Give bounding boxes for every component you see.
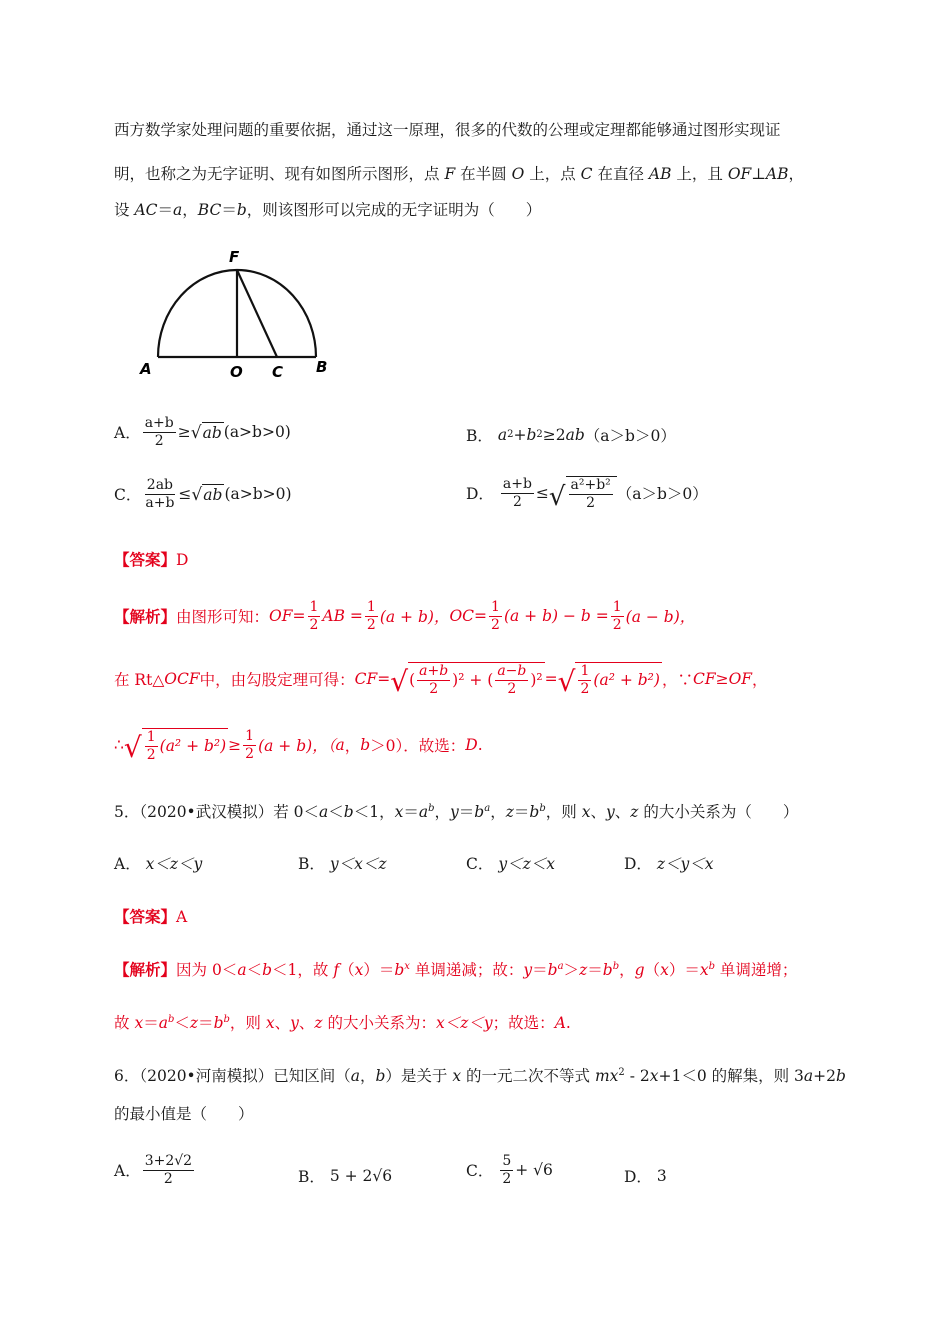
ge-symbol: ≥ xyxy=(177,423,191,442)
text: ＝ xyxy=(532,961,548,979)
sqrt: √ $\frac{\text{a²+b²}}{2}$ xyxy=(549,476,617,510)
fraction xyxy=(495,664,528,696)
var-a: a xyxy=(418,803,429,821)
var-b: b xyxy=(836,1067,846,1085)
text: 中，由勾股定理可得： xyxy=(199,671,355,690)
text: 的大小关系为（ ） xyxy=(638,803,799,821)
text: (a² + b²) xyxy=(593,671,660,690)
text: （ xyxy=(644,961,661,979)
var-ab: ab xyxy=(565,426,585,444)
label-b: B xyxy=(316,358,328,376)
var-y: y xyxy=(523,961,533,979)
radicand: ab xyxy=(202,424,222,443)
var-g: g xyxy=(634,961,645,979)
q4-option-d xyxy=(466,476,708,513)
q6-option-b xyxy=(298,1165,392,1187)
text: 单调递增； xyxy=(714,961,798,979)
half-fraction xyxy=(578,664,591,696)
text: 单调递减；故： xyxy=(409,961,524,979)
var-b: b xyxy=(529,803,540,821)
exponent: b xyxy=(708,961,715,972)
half-fraction xyxy=(365,600,378,632)
text: 的一元二次不等式 xyxy=(461,1067,595,1085)
var-x: x xyxy=(354,961,364,979)
numerator: 1 xyxy=(491,599,500,615)
plus: + xyxy=(513,426,527,444)
numerator: 1 xyxy=(580,663,590,679)
half-fraction xyxy=(145,730,158,762)
intro-text: 上，且 xyxy=(671,165,728,183)
var-a: a xyxy=(497,426,508,444)
text: ＝ xyxy=(513,803,530,821)
text: ＜ xyxy=(328,803,344,821)
text: ， xyxy=(344,737,361,756)
text: ‐ 2 xyxy=(624,1067,650,1085)
label-a: A xyxy=(140,360,152,378)
q4-option-b: B． a 2 + b 2 ≥2 ab （a＞b＞0） xyxy=(466,426,676,445)
var-f: F xyxy=(444,165,456,183)
text: ， xyxy=(434,803,451,821)
var-o: O xyxy=(511,165,525,183)
text: . xyxy=(477,736,483,755)
var-mx: mx xyxy=(594,1067,619,1085)
segment-fc xyxy=(237,270,277,357)
text: (a² + b²) xyxy=(159,737,227,756)
var-a: a xyxy=(158,1014,168,1032)
exponent: b xyxy=(428,803,435,814)
text: ＜1， xyxy=(353,803,395,821)
var-x: x xyxy=(452,1067,462,1085)
text: （ xyxy=(339,961,355,979)
answer-tag: 【答案】 xyxy=(114,550,177,569)
option-text: x＜z＜y xyxy=(145,855,203,873)
text: +1＜0 的解集，则 3 xyxy=(658,1067,804,1085)
intro-text: 在直径 xyxy=(592,165,649,183)
option-text: + √6 xyxy=(515,1161,553,1180)
semicircle-figure xyxy=(136,244,336,384)
text: ≥2 xyxy=(542,426,566,444)
var-y: y xyxy=(290,1014,299,1032)
condition: (a>b>0) xyxy=(223,423,291,442)
sqrt: √ ( $\frac{a+b}{2}$ )² + ( $\frac{a-b}{2}$ )² xyxy=(390,663,543,699)
denominator: 2 xyxy=(154,432,164,449)
text: ）＝ xyxy=(668,961,700,979)
option-letter: A． xyxy=(114,855,141,873)
text: (a + b)，（ xyxy=(258,737,336,756)
q5-option-b xyxy=(298,852,387,874)
denominator: 2 xyxy=(502,1170,512,1187)
sqrt: √ ab xyxy=(190,423,222,444)
var-ab: AB xyxy=(648,165,672,183)
option-text: 3 xyxy=(656,1167,667,1185)
condition: （a＞b＞0） xyxy=(584,427,676,445)
var-z: z xyxy=(579,961,588,979)
numerator: a+b xyxy=(502,476,532,492)
q6-option-c xyxy=(466,1154,553,1186)
perp-symbol: ⊥ xyxy=(751,165,766,183)
var-x: x xyxy=(134,1014,144,1032)
fraction xyxy=(500,1154,513,1186)
q5-option-a xyxy=(114,852,202,874)
answer-value: A xyxy=(554,1014,566,1032)
denominator: 2 xyxy=(429,680,439,697)
denominator: 2 xyxy=(507,680,517,697)
option-letter: C． xyxy=(466,1162,494,1181)
text: AB = xyxy=(322,607,363,626)
text: )² + ( xyxy=(452,671,494,690)
intro-text: 设 xyxy=(114,201,135,219)
text: ( xyxy=(409,671,416,690)
text: 由图形可知： xyxy=(176,608,270,627)
q4-option-c xyxy=(114,478,292,510)
intro-text: ，则该图形可以完成的无字证明为（ ） xyxy=(246,201,542,219)
var-b: b xyxy=(360,736,371,755)
label-f: F xyxy=(229,248,240,266)
text: ， xyxy=(359,1067,376,1085)
text: 的大小关系为： xyxy=(322,1014,436,1032)
numerator: 2ab xyxy=(146,477,173,493)
var-of: OF xyxy=(727,165,752,183)
intro-text: ， xyxy=(182,201,198,219)
text: 、 xyxy=(274,1014,291,1032)
text: = xyxy=(474,607,488,626)
option-text: 5 + 2√6 xyxy=(329,1167,393,1185)
text: ＝ xyxy=(458,803,475,821)
q4-analysis-line-1 xyxy=(114,600,695,632)
numerator: 1 xyxy=(309,599,319,615)
var-z: z xyxy=(505,803,514,821)
text: ＞0）．故选： xyxy=(370,737,466,756)
q6-stem-line-2: 的最小值是（ ） xyxy=(114,1105,254,1123)
text: = xyxy=(544,670,558,689)
var-z: z xyxy=(189,1014,199,1032)
text: (a + b)， xyxy=(379,608,450,627)
fraction xyxy=(417,664,450,696)
answer-tag: 【答案】 xyxy=(114,907,177,926)
text: ＝ xyxy=(198,1014,214,1032)
text: ＜1，故 xyxy=(272,961,334,979)
q5-option-d xyxy=(624,852,714,874)
text: )² xyxy=(530,671,543,690)
var-ab: AB xyxy=(765,165,789,183)
answer-value: D xyxy=(176,551,189,569)
intro-line-1: 西方数学家处理问题的重要依据，通过这一原理，很多的代数的公理或定理都能够通过图形实现证 xyxy=(114,121,781,139)
text: ）是关于 xyxy=(385,1067,453,1085)
intro-line-3 xyxy=(114,198,541,220)
answer-value: D xyxy=(465,736,478,755)
option-text: z＜y＜x xyxy=(656,855,714,873)
half-fraction xyxy=(611,600,624,632)
var-b: b xyxy=(547,961,558,979)
var-ocf: OCF xyxy=(164,670,200,689)
var-of: OF xyxy=(728,670,753,689)
radicand: ab xyxy=(203,486,223,505)
exponent: b xyxy=(223,1014,230,1025)
denominator: 2 xyxy=(146,746,156,763)
option-letter: A． xyxy=(114,1162,141,1181)
text: ＝ xyxy=(143,1014,159,1032)
text: ， xyxy=(752,671,768,690)
answer-value: A xyxy=(176,908,188,926)
var-ac: AC xyxy=(134,201,158,219)
text: 因为 0＜ xyxy=(176,961,238,979)
numerator: 5 xyxy=(502,1153,512,1169)
q6-option-a xyxy=(114,1154,196,1186)
fraction xyxy=(569,478,613,510)
text: = xyxy=(292,607,306,626)
ge-symbol: ≥ xyxy=(228,736,242,755)
var-a: a xyxy=(173,201,183,219)
q5-stem xyxy=(114,800,798,822)
text: (a − b)， xyxy=(625,608,696,627)
numerator: a+b xyxy=(419,663,449,679)
denominator: 2 xyxy=(512,493,522,510)
sqrt: √ ab xyxy=(191,485,223,506)
fraction xyxy=(501,477,534,509)
intro-text: 在半圆 xyxy=(455,165,512,183)
option-text: y＜x＜z xyxy=(329,855,387,873)
text: ；故选： xyxy=(492,1014,555,1032)
numerator: 1 xyxy=(612,599,622,615)
var-b: b xyxy=(236,201,247,219)
var-b: b xyxy=(394,961,405,979)
denominator: 2 xyxy=(586,494,596,511)
var-z: z xyxy=(314,1014,323,1032)
var-a: a xyxy=(237,961,247,979)
q5-analysis-line-1 xyxy=(114,958,797,980)
text: 故 xyxy=(114,1014,135,1032)
intro-text: 明，也称之为无字证明、现有如图所示图形，点 xyxy=(114,165,445,183)
q4-answer xyxy=(114,548,188,570)
numerator: a+b xyxy=(144,415,174,431)
denominator: 2 xyxy=(309,616,319,633)
numerator: a²+b² xyxy=(570,477,611,493)
label-o: O xyxy=(230,363,243,381)
var-x: x xyxy=(649,1067,659,1085)
text: ， xyxy=(619,961,635,979)
numerator: 3+2√2 xyxy=(144,1153,193,1169)
text: ，则 xyxy=(545,803,582,821)
half-fraction xyxy=(489,600,502,632)
numerator: 1 xyxy=(146,729,156,745)
denominator: 2 xyxy=(245,745,255,762)
exponent: x xyxy=(404,961,410,972)
q4-analysis-line-3 xyxy=(114,728,483,765)
q5-answer xyxy=(114,905,187,927)
var-x: x xyxy=(660,961,669,979)
exponent: b xyxy=(167,1014,175,1025)
q5-analysis-line-2 xyxy=(114,1011,571,1033)
var-c: C xyxy=(580,165,593,183)
var-b: b xyxy=(262,961,273,979)
text: 5．（2020•武汉模拟）若 0＜ xyxy=(114,803,319,821)
denominator: 2 xyxy=(580,680,590,697)
label-c: C xyxy=(272,363,284,381)
option-letter: C． xyxy=(114,486,142,505)
le-symbol: ≤ xyxy=(535,484,549,503)
exponent: a xyxy=(557,961,564,972)
var-b: b xyxy=(343,803,354,821)
option-letter: B． xyxy=(466,427,493,445)
q6-option-d xyxy=(624,1165,667,1187)
option-text: y＜z＜x xyxy=(498,855,555,873)
option-letter: B． xyxy=(298,1168,325,1186)
sqrt: √ $\frac{1}{2}$ (a² + b²) xyxy=(123,729,227,765)
var-x: x xyxy=(394,803,404,821)
var-x: x xyxy=(699,961,709,979)
var-y: y xyxy=(605,803,615,821)
text: 在 Rt△ xyxy=(114,671,165,690)
exponent: a xyxy=(484,803,491,814)
option-letter: B． xyxy=(298,855,325,873)
text: ，则 xyxy=(229,1014,266,1032)
denominator: 2 xyxy=(163,1170,173,1187)
exponent: 2 xyxy=(618,1067,625,1078)
text: 6．（2020•河南模拟）已知区间（ xyxy=(114,1067,351,1085)
text: (a + b) − b = xyxy=(503,607,609,626)
var-cf: CF xyxy=(692,670,716,689)
q4-analysis-line-2 xyxy=(114,662,768,699)
fraction xyxy=(143,416,176,448)
var-a: a xyxy=(350,1067,360,1085)
text: +2 xyxy=(813,1067,837,1085)
var-a: a xyxy=(335,736,345,755)
intro-text: 上，点 xyxy=(524,165,581,183)
var-bc: BC xyxy=(197,201,222,219)
var-x: x xyxy=(265,1014,275,1032)
var-f: f xyxy=(333,961,340,979)
var-of: OF xyxy=(269,607,293,626)
text: = xyxy=(377,670,391,689)
text: ， xyxy=(490,803,506,821)
fraction xyxy=(143,478,176,510)
var-b: b xyxy=(526,426,537,444)
text: 、 xyxy=(298,1014,315,1032)
condition: （a＞b＞0） xyxy=(616,485,708,504)
intro-text: ， xyxy=(788,165,804,183)
text: ＝ xyxy=(587,961,603,979)
numerator: 1 xyxy=(366,599,376,615)
text: ＞ xyxy=(563,961,580,979)
var-x: x xyxy=(581,803,591,821)
le-symbol: ≤ xyxy=(178,485,192,504)
var-cf: CF xyxy=(354,670,378,689)
q4-option-a xyxy=(114,416,291,448)
var-z: z xyxy=(630,803,639,821)
half-fraction xyxy=(243,729,256,761)
denominator: 2 xyxy=(491,616,500,633)
analysis-tag: 【解析】 xyxy=(114,960,177,979)
option-letter: D． xyxy=(466,485,494,504)
text: ）＝ xyxy=(363,961,395,979)
var-b: b xyxy=(474,803,485,821)
result: x＜z＜y xyxy=(436,1014,493,1032)
ge-symbol: ≥ xyxy=(715,670,729,689)
option-letter: A． xyxy=(114,424,141,443)
var-b: b xyxy=(213,1014,224,1032)
numerator: a−b xyxy=(497,663,527,679)
denominator: a+b xyxy=(145,494,175,511)
sqrt: √ $\frac{1}{2}$ (a² + b²) xyxy=(557,663,660,699)
half-fraction xyxy=(308,600,321,632)
denominator: 2 xyxy=(612,616,622,633)
text: ＜ xyxy=(246,961,263,979)
var-b: b xyxy=(375,1067,386,1085)
therefore-symbol: ∴ xyxy=(114,736,124,755)
exponent: b xyxy=(539,803,546,814)
text: ，∵ xyxy=(661,671,693,690)
option-letter: C． xyxy=(466,855,494,873)
intro-text: ＝ xyxy=(221,201,237,219)
text: 、 xyxy=(614,803,631,821)
text: ＜ xyxy=(174,1014,190,1032)
analysis-tag: 【解析】 xyxy=(114,607,177,627)
q6-stem-line-1 xyxy=(114,1064,846,1086)
text: 、 xyxy=(590,803,606,821)
option-letter: D． xyxy=(624,1168,652,1186)
var-oc: OC xyxy=(449,607,475,626)
condition: (a>b>0) xyxy=(224,485,292,504)
var-a: a xyxy=(319,803,329,821)
var-y: y xyxy=(450,803,459,821)
intro-line-2 xyxy=(114,162,804,184)
var-a: a xyxy=(803,1067,814,1085)
text: . xyxy=(565,1014,571,1032)
numerator: 1 xyxy=(245,728,255,744)
intro-text: ＝ xyxy=(157,201,174,219)
text: ＝ xyxy=(403,803,419,821)
fraction xyxy=(143,1154,194,1186)
exponent: b xyxy=(612,961,620,972)
var-b: b xyxy=(602,961,613,979)
option-letter: D． xyxy=(624,855,652,873)
denominator: 2 xyxy=(366,616,376,633)
q5-option-c xyxy=(466,852,555,874)
